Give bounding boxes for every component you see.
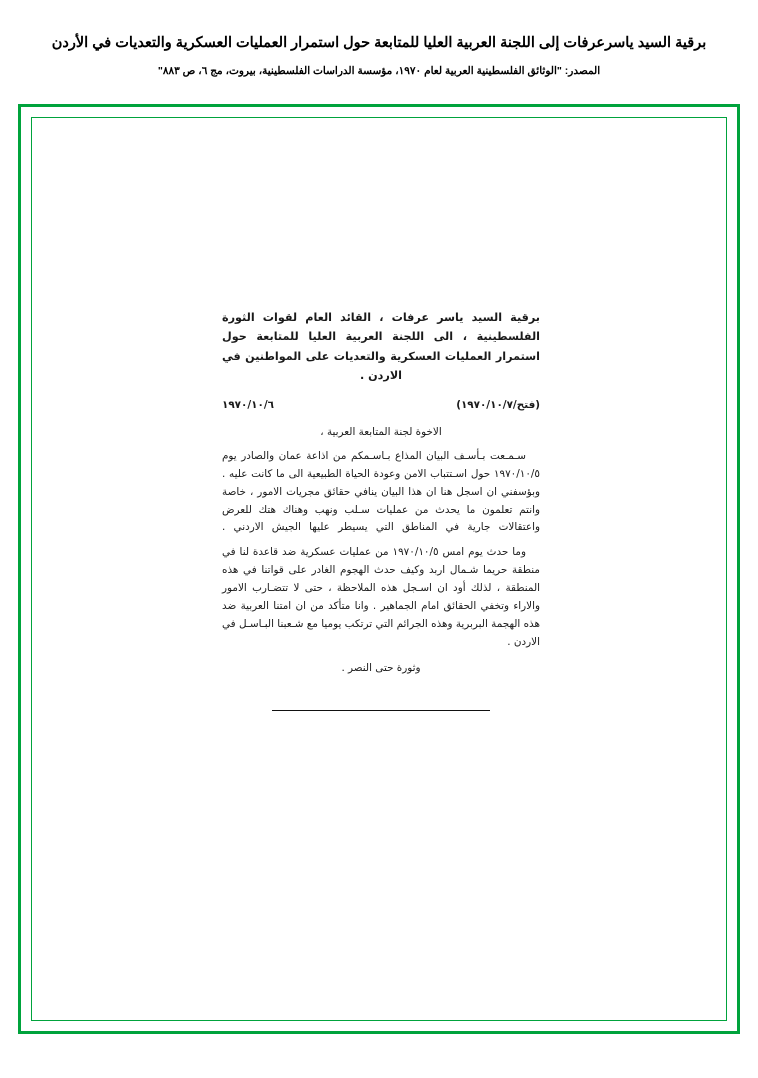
source-citation: المصدر: "الوثائق الفلسطينية العربية لعام ١٩٧٠، مؤسسة الدراسات الفلسطينية، بيروت، مج ٦، ص ٨٨٣" — [157, 64, 601, 77]
telegram-headline: برقية السيد ياسر عرفات ، القائد العام لقوات الثورة الفلسطينية ، الى اللجنة العربية العليا للمتابعة حول استمرار العمليات العسكرية والتعديات على المواطنين في الاردن . — [222, 311, 540, 382]
date-fateh-reference: (فتح/١٩٧٠/١٠/٧) — [456, 399, 540, 412]
closing-line: وثورة حتى النصر . — [341, 661, 421, 674]
page-title: برقية السيد ياسرعرفات إلى اللجنة العربية العليا للمتابعة حول استمرار العمليات العسكرية والتعديات في الأردن — [51, 35, 707, 51]
green-frame-inner — [31, 117, 727, 1021]
green-frame-outer — [18, 104, 740, 1034]
signature-rule — [272, 710, 490, 711]
salutation: الاخوة لجنة المتابعة العربية ، — [320, 426, 442, 439]
body-paragraph-2: وما حدث يوم امس ١٩٧٠/١٠/٥ من عمليات عسكرية ضد قاعدة لنا في منطقة حريما شـمال اربد وكيف حدث الهجوم الغادر على قواتنا في هذه المنطقة ، لذلك أود ان اسـجل هذه الملاحظة ، حتى لا تتضـارب الامور والاراء وتخفي الحقائق امام الجماهير . وانا متأكد من ان امتنا العربية ضد هذه الهجمة البربرية وهذه الجرائم التي ترتكب يوميا مع شـعبنا البـاسـل في الاردن . — [222, 546, 540, 648]
date-gregorian: ١٩٧٠/١٠/٦ — [222, 399, 274, 412]
date-row — [222, 399, 540, 411]
page-header — [0, 0, 758, 77]
scanned-telegram — [222, 308, 540, 711]
body-paragraph-1: سـمـعت بـأسـف البيان المذاع بـاسـمكم من اذاعة عمان والصادر يوم ١٩٧٠/١٠/٥ حول اسـتتباب الامن وعودة الحياة الطبيعية الى ما كانت عليه . وبؤسفني ان اسجل هنا ان هذا البيان ينافي حقائق مجريات الامور ، خاصة وانتم تعلمون ما يحدث من عمليات سـلب ونهب وهناك هتك للعرض واعتقالات جارية في المناطق التي يسيطر عليها الجيش الاردني . — [222, 449, 540, 534]
